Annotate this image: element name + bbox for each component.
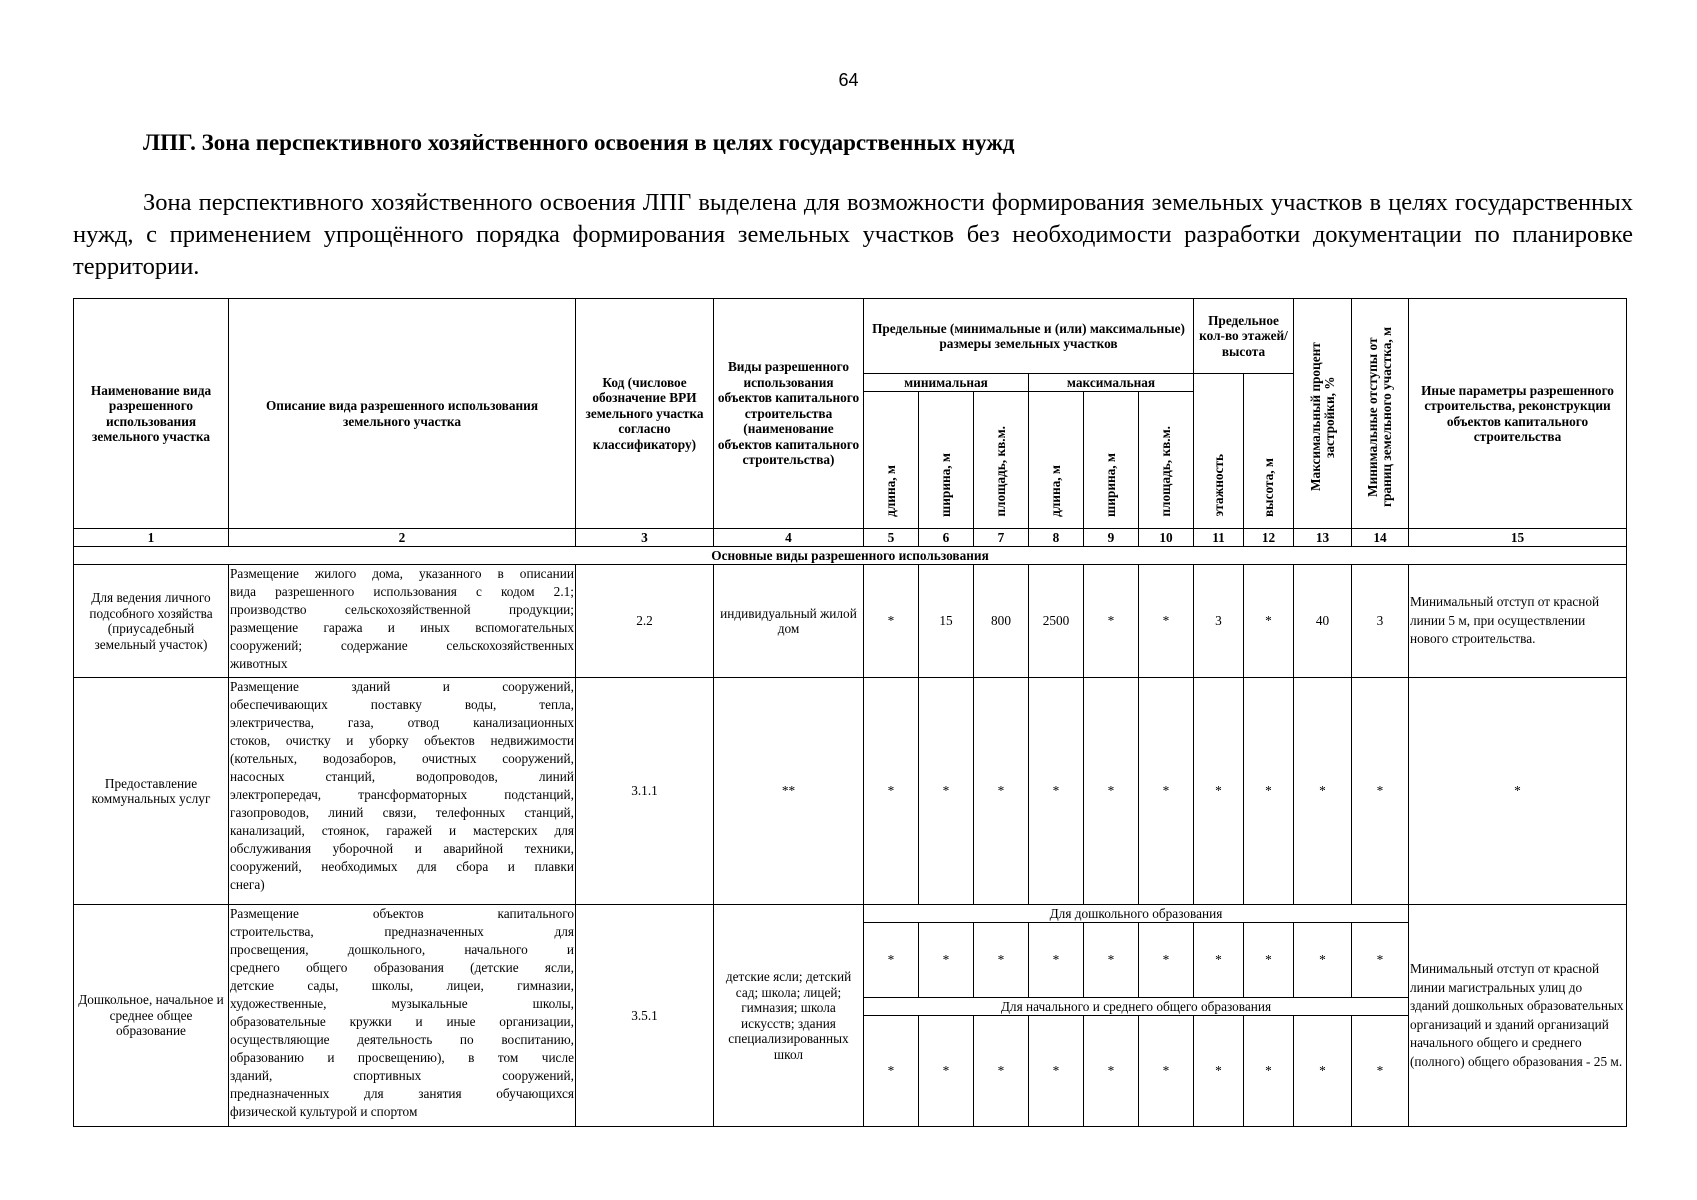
column-number: 3 (576, 529, 714, 547)
vri-description: Размещение жилого дома, указанного в описании вида разрешенного использования с кодом 2.1; производство сельскохозяйственной продукции; размещение гаража и иных вспомогательных сооружений; содержание сельскохозяйственных животных (229, 565, 576, 678)
header-max: максимальная (1029, 374, 1194, 392)
value-cell: * (1029, 1016, 1084, 1127)
value-cell: * (1352, 1016, 1409, 1127)
header-plot-limits: Предельные (минимальные и (или) максимальные) размеры земельных участков (864, 299, 1194, 374)
other-params: Минимальный отступ от красной линии 5 м, при осуществлении нового строительства. (1409, 565, 1627, 678)
value-cell: * (864, 678, 919, 905)
column-numbers-row (74, 529, 1627, 547)
section-title: Основные виды разрешенного использования (74, 547, 1627, 565)
value-cell: * (1352, 923, 1409, 998)
value-cell: * (1084, 678, 1139, 905)
header-setback: Минимальные отступы от границ земельного участка, м (1352, 299, 1409, 529)
value-cell: * (1294, 923, 1352, 998)
value-cell: * (1139, 565, 1194, 678)
table-row (74, 678, 1627, 905)
value-cell: * (1084, 923, 1139, 998)
vri-name: Для ведения личного подсобного хозяйства (приусадебный земельный участок) (74, 565, 229, 678)
value-cell: * (1084, 1016, 1139, 1127)
vri-description: Размещение объектов капитального строительства, предназначенных для просвещения, дошкольного, начального и среднего общего образования (детские ясли, детские сады, школы, лицеи, гимназии, художественные, музыкальные школы, образовательные кружки и иные организации, осуществляющие деятельность по воспитанию, образованию и просвещению), в том числе зданий, спортивных сооружений, предназначенных для занятия обучающихся физической культурой и спортом (229, 905, 576, 1127)
value-cell: * (864, 923, 919, 998)
value-cell: * (1294, 678, 1352, 905)
value-cell: 2500 (1029, 565, 1084, 678)
other-params: Минимальный отступ от красной линии магистральных улиц до зданий дошкольных образовательных организаций и зданий организаций начального общего и среднего (полного) общего образования - 25 м. (1409, 905, 1627, 1127)
table-row (74, 905, 1627, 923)
oks-types: детские ясли; детский сад; школа; лицей; гимназия; школа искусств; здания специализированных школ (714, 905, 864, 1127)
column-number: 5 (864, 529, 919, 547)
column-number: 6 (919, 529, 974, 547)
column-number: 11 (1194, 529, 1244, 547)
table-row (74, 565, 1627, 678)
header-oks-types: Виды разрешенного использования объектов капитального строительства (наименование объектов капитального строительства) (714, 299, 864, 529)
value-cell: * (1139, 923, 1194, 998)
value-cell: * (1244, 678, 1294, 905)
value-cell: * (974, 1016, 1029, 1127)
value-cell: * (919, 678, 974, 905)
value-cell: * (974, 923, 1029, 998)
column-number: 8 (1029, 529, 1084, 547)
value-cell: 800 (974, 565, 1029, 678)
value-cell: * (864, 565, 919, 678)
vri-code: 3.5.1 (576, 905, 714, 1127)
zone-heading: ЛПГ. Зона перспективного хозяйственного освоения в целях государственных нужд (143, 130, 1015, 155)
value-cell: * (1029, 678, 1084, 905)
value-cell: * (919, 1016, 974, 1127)
header-floors-group: Предельное кол-во этажей/ высота (1194, 299, 1294, 374)
header-vri-code: Код (числовое обозначение ВРИ земельного участка согласно классификатору) (576, 299, 714, 529)
value-cell: * (919, 923, 974, 998)
value-cell: * (1194, 923, 1244, 998)
value-cell: * (974, 678, 1029, 905)
column-number: 15 (1409, 529, 1627, 547)
header-other-params: Иные параметры разрешенного строительства, реконструкции объектов капитального строительства (1409, 299, 1627, 529)
value-cell: * (1029, 923, 1084, 998)
zone-intro: Зона перспективного хозяйственного освоения ЛПГ выделена для возможности формирования земельных участков в целях государственных нужд, с применением упрощённого порядка формирования земельных участков без необходимости разработки документации по планировке территории. (73, 189, 1633, 280)
value-cell: * (1139, 1016, 1194, 1127)
value-cell: * (1194, 678, 1244, 905)
value-cell: * (1244, 1016, 1294, 1127)
column-number: 1 (74, 529, 229, 547)
value-cell: * (1194, 1016, 1244, 1127)
vri-code: 2.2 (576, 565, 714, 678)
vri-name: Дошкольное, начальное и среднее общее образование (74, 905, 229, 1127)
header-max-area: площадь, кв.м. (1139, 392, 1194, 529)
oks-types: индивидуальный жилой дом (714, 565, 864, 678)
header-min: минимальная (864, 374, 1029, 392)
vri-description: Размещение зданий и сооружений, обеспечивающих поставку воды, тепла, электричества, газа, отвод канализационных стоков, очистку и уборку объектов недвижимости (котельных, водозаборов, очистных сооружений, насосных станций, водопроводов, линий электропередач, трансформаторных подстанций, газопроводов, линий связи, телефонных станций, канализаций, стоянок, гаражей и мастерских для обслуживания уборочной и аварийной техники, сооружений, необходимых для сбора и плавки снега) (229, 678, 576, 905)
value-cell: 3 (1352, 565, 1409, 678)
column-number: 12 (1244, 529, 1294, 547)
header-coverage: Максимальный процент застройки, % (1294, 299, 1352, 529)
page-number: 64 (838, 70, 859, 90)
column-number: 2 (229, 529, 576, 547)
value-cell: * (1244, 565, 1294, 678)
header-floors: этажность (1194, 374, 1244, 529)
value-cell: * (1244, 923, 1294, 998)
column-number: 7 (974, 529, 1029, 547)
header-min-width: ширина, м (919, 392, 974, 529)
column-number: 10 (1139, 529, 1194, 547)
value-cell: * (1139, 678, 1194, 905)
vri-name: Предоставление коммунальных услуг (74, 678, 229, 905)
header-vri-description: Описание вида разрешенного использования земельного участка (229, 299, 576, 529)
regulations-table (73, 298, 1627, 1127)
header-min-length: длина, м (864, 392, 919, 529)
oks-types: ** (714, 678, 864, 905)
value-cell: * (1294, 1016, 1352, 1127)
value-cell: 40 (1294, 565, 1352, 678)
header-height: высота, м (1244, 374, 1294, 529)
value-cell: * (1352, 678, 1409, 905)
vri-code: 3.1.1 (576, 678, 714, 905)
value-cell: * (864, 1016, 919, 1127)
subsection-preschool: Для дошкольного образования (864, 905, 1409, 923)
header-vri-name: Наименование вида разрешенного использования земельного участка (74, 299, 229, 529)
other-params: * (1409, 678, 1627, 905)
header-max-width: ширина, м (1084, 392, 1139, 529)
column-number: 4 (714, 529, 864, 547)
value-cell: * (1084, 565, 1139, 678)
value-cell: 15 (919, 565, 974, 678)
subsection-school: Для начального и среднего общего образования (864, 998, 1409, 1016)
value-cell: 3 (1194, 565, 1244, 678)
header-min-area: площадь, кв.м. (974, 392, 1029, 529)
column-number: 9 (1084, 529, 1139, 547)
column-number: 14 (1352, 529, 1409, 547)
column-number: 13 (1294, 529, 1352, 547)
header-max-length: длина, м (1029, 392, 1084, 529)
